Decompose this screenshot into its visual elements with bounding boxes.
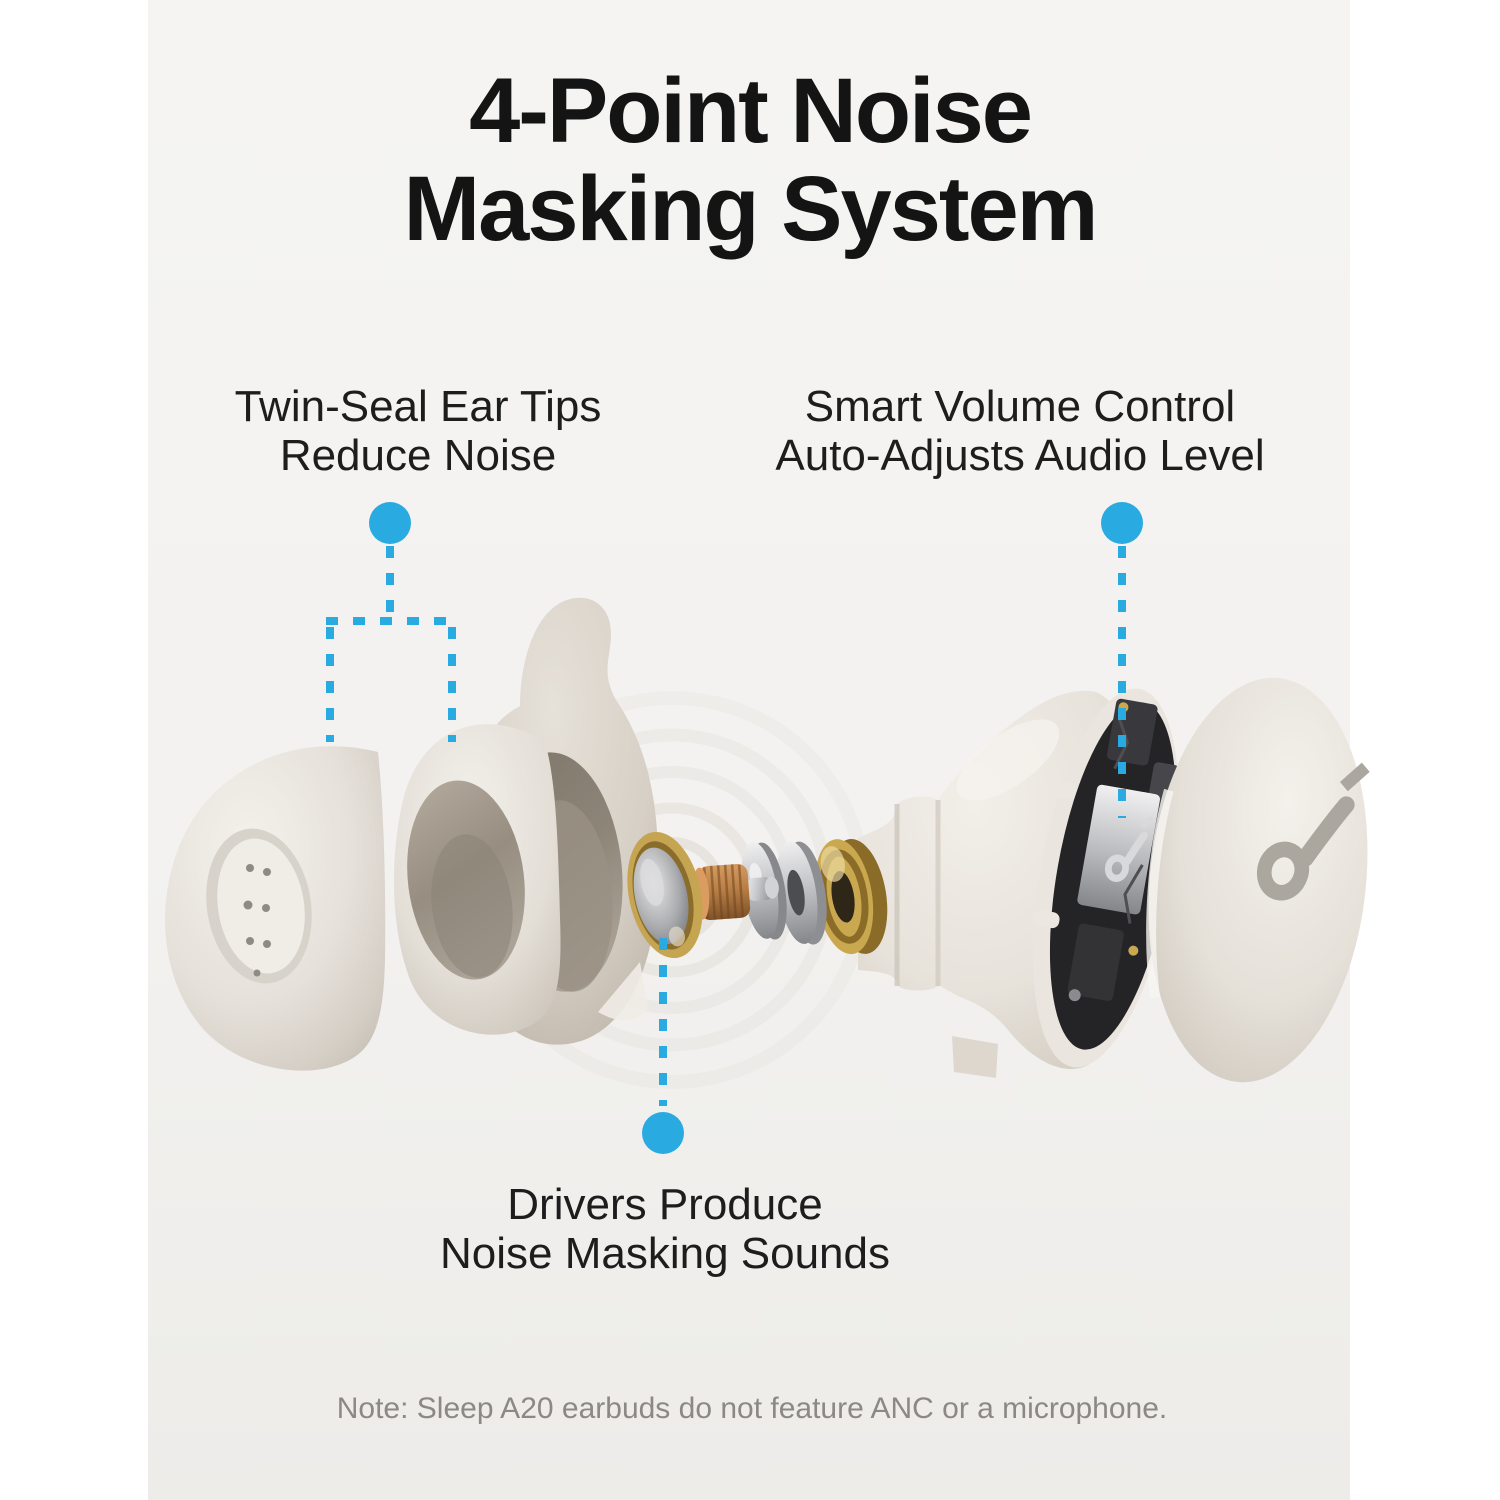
page-title (200, 62, 1300, 258)
smart-volume-label-line2: Auto-Adjusts Audio Level (775, 431, 1265, 480)
callout-label-ear-tips (138, 382, 698, 480)
ear-tips-label-line1: Twin-Seal Ear Tips (234, 382, 602, 431)
ear-tips-label-line2: Reduce Noise (279, 431, 557, 480)
drivers-label-line1: Drivers Produce (507, 1180, 823, 1229)
page-title-line1: 4-Point Noise (469, 60, 1031, 162)
callout-label-smart-volume (690, 382, 1350, 480)
drivers-label-line2: Noise Masking Sounds (439, 1229, 890, 1278)
smart-volume-label-line1: Smart Volume Control (804, 382, 1236, 431)
footnote: Note: Sleep A20 earbuds do not feature ANC or a microphone. (336, 1392, 1168, 1425)
callout-line-ear-tips (326, 546, 456, 742)
callout-dot-drivers (642, 1112, 684, 1154)
ear-tip-inner (394, 724, 561, 1035)
page-title-line2: Masking System (403, 158, 1097, 260)
callout-label-drivers (355, 1180, 975, 1278)
callout-dot-smart-volume (1101, 502, 1143, 544)
callout-dot-ear-tips (369, 502, 411, 544)
ear-tip-outer (165, 746, 385, 1070)
